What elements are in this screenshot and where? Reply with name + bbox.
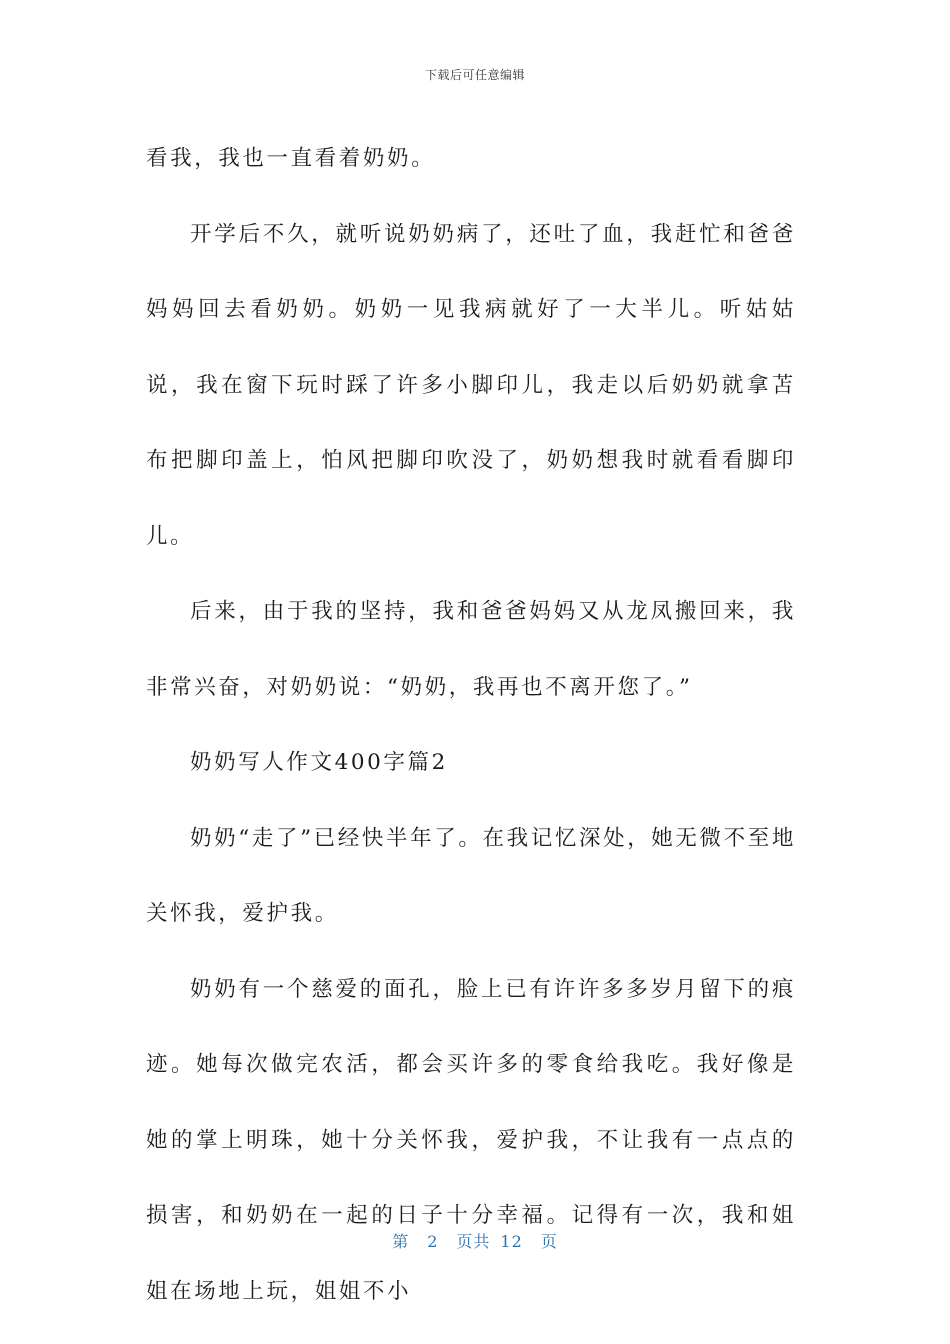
footer-suffix: 页 [540,1232,558,1251]
paragraph: 后来，由于我的坚持，我和爸爸妈妈又从龙凤搬回来，我非常兴奋，对奶奶说：“奶奶，我再也不离开您了。” [146,599,796,700]
footer-current-page: 2 [427,1232,439,1251]
paragraph: 开学后不久，就听说奶奶病了，还吐了血，我赶忙和爸爸妈妈回去看奶奶。奶奶一见我病就好了一大半儿。听姑姑说，我在窗下玩时踩了许多小脚印儿，我走以后奶奶就拿苫布把脚印盖上，怕风把脚印吹没了，奶奶想我时就看看脚印儿。 [146,221,796,549]
page-footer [0,1229,950,1252]
footer-total-pages: 12 [500,1232,523,1251]
page-header: 下载后可任意编辑 [424,68,525,82]
paragraph: 奶奶“走了”已经快半年了。在我记忆深处，她无微不至地关怀我，爱护我。 [146,825,796,926]
section-heading: 奶奶写人作文400字篇2 [190,750,448,775]
footer-middle: 页共 [456,1232,491,1251]
paragraph: 奶奶有一个慈爱的面孔，脸上已有许许多多岁月留下的痕迹。她每次做完农活，都会买许多的零食给我吃。我好像是她的掌上明珠，她十分关怀我，爱护我，不让我有一点点的损害，和奶奶在一起的日子十分幸福。记得有一次，我和姐姐在场地上玩，姐姐不小 [146,976,796,1304]
footer-prefix: 第 [392,1232,410,1251]
paragraph: 看我，我也一直看着奶奶。 [146,146,436,171]
document-body [146,121,796,1329]
